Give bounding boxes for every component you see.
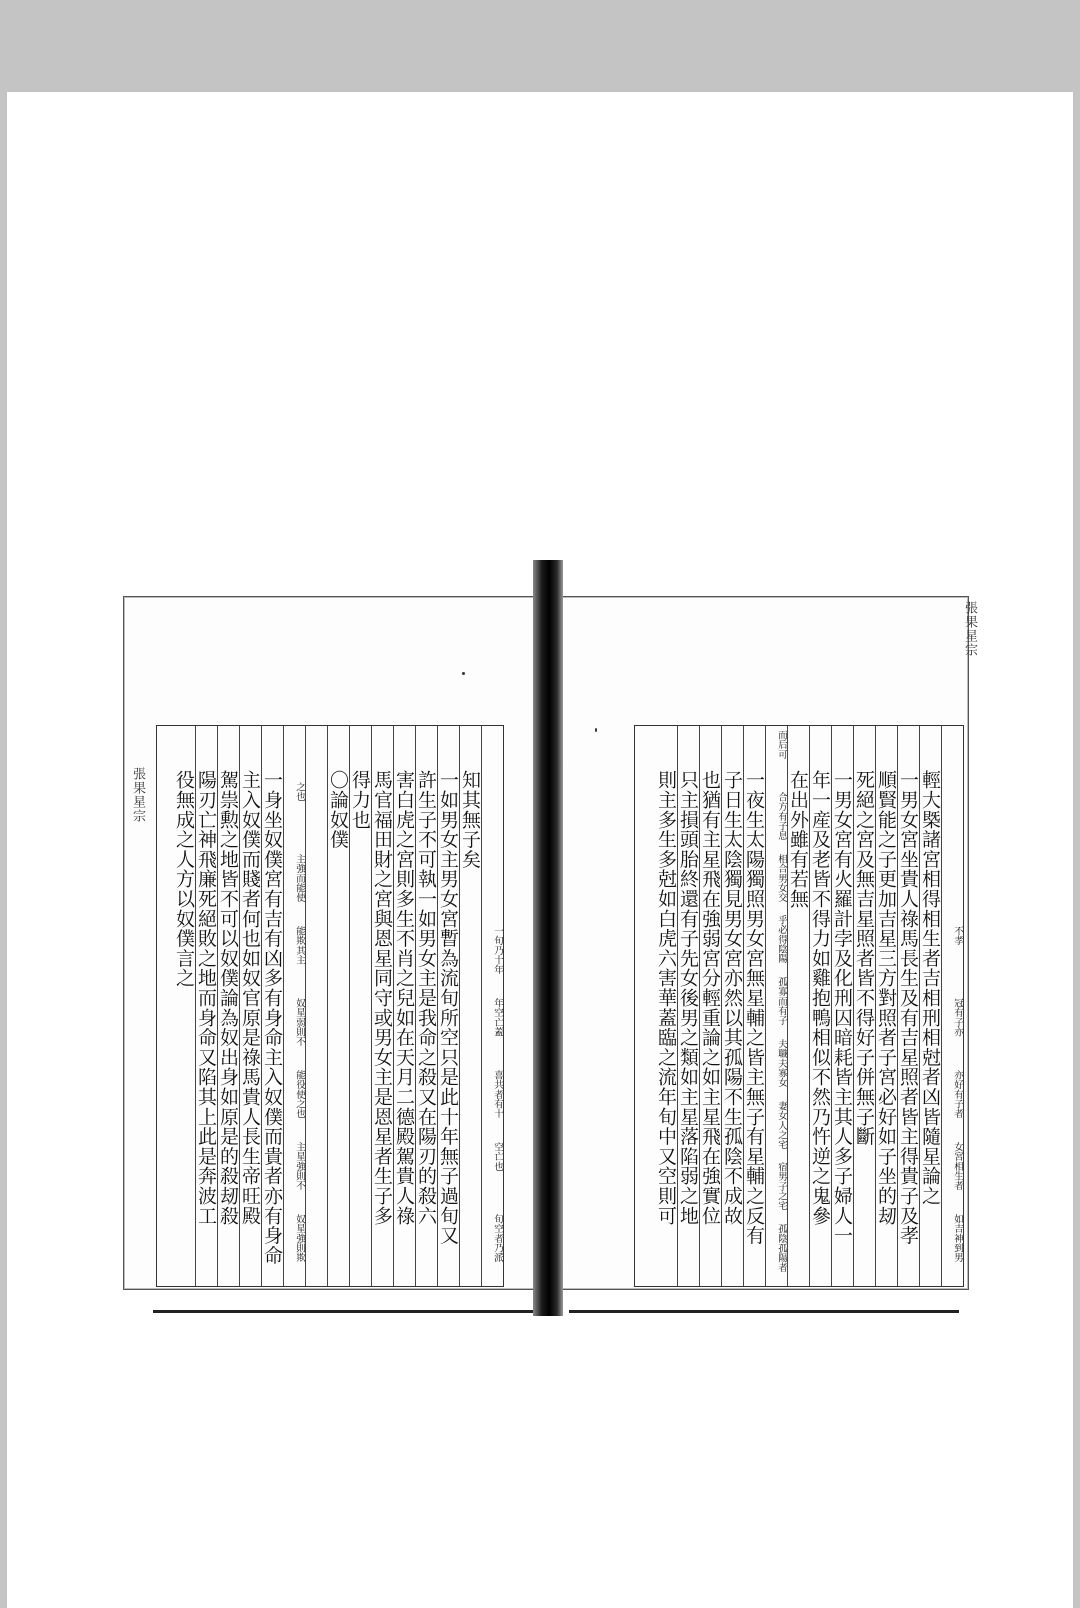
note-line: 相合男女交 bbox=[776, 853, 787, 903]
right-main-column-8: 一夜生太陽獨照男女宮無星輔之皆主無子有星輔之反有 bbox=[743, 726, 765, 1286]
note-line: 孤陰孤陽者 bbox=[776, 1224, 787, 1273]
note-line: 女宮相生者 bbox=[952, 1142, 963, 1191]
page-viewer bbox=[7, 92, 1073, 1608]
note-line: 乎必得陰陽 bbox=[776, 915, 787, 964]
left-note-column-2 bbox=[283, 726, 305, 1286]
right-main-column-7: 在出外雖有若無 bbox=[787, 726, 809, 1286]
left-main-column-11: 陽刃亡神飛廉死絕敗之地而身命又陷其上此是奔波工 bbox=[195, 726, 217, 1286]
left-main-column-5: 馬官福田財之宮與恩星同守或男女主是恩星者生子多 bbox=[371, 726, 393, 1286]
left-blank-column bbox=[305, 726, 327, 1286]
note-line: 主強而能使 bbox=[294, 854, 305, 903]
left-note-column-1 bbox=[481, 726, 503, 1286]
left-main-column-10: 駕祟勲之地皆不可以奴僕論為奴出身如原是的殺刼殺 bbox=[217, 726, 239, 1286]
note-line: 旬空者乃派 bbox=[492, 1214, 503, 1263]
note-line: 而后可 bbox=[776, 729, 787, 760]
right-main-column-4: 死絕之宮及無吉星照者皆不得好子併無子斷 bbox=[853, 726, 875, 1286]
note-line: 合方有子息 bbox=[776, 791, 787, 841]
right-main-column-9: 子日生太陰獨見男女宮亦然以其孤陽不生孤陰不成故 bbox=[721, 726, 743, 1286]
note-line: 如吉神到男 bbox=[952, 1214, 963, 1263]
note-line: 宿男子之宅 bbox=[776, 1162, 787, 1211]
note-line: 之也 bbox=[294, 782, 305, 802]
note-line: 夫職夫寡女 bbox=[776, 1038, 787, 1088]
left-main-column-6: 得力也 bbox=[349, 726, 371, 1286]
note-line: 能欺其主 bbox=[294, 926, 305, 965]
note-line: 一旬乃十年 bbox=[492, 926, 503, 975]
note-line: 喜共者有十 bbox=[492, 1070, 503, 1119]
scan-speck bbox=[462, 672, 465, 675]
note-line: 能役使之也 bbox=[294, 1070, 305, 1119]
right-main-column-12: 則主多生多尅如白虎六害華蓋臨之流年旬中又空則可 bbox=[655, 770, 677, 1226]
note-line: 冠有子亦 bbox=[952, 998, 963, 1037]
note-line: 奴星弱則不 bbox=[294, 998, 305, 1047]
left-main-column-1: 知其無子矣 bbox=[459, 726, 481, 1286]
note-line: 空亡也 bbox=[492, 1142, 503, 1172]
right-main-column-10: 也猶有主星飛在強弱宮分輕重論之如主星飛在強實位 bbox=[699, 726, 721, 1286]
right-main-column-11: 只主損頭胎終還有子先女後男之類如主星落陷弱之地 bbox=[677, 726, 699, 1286]
right-main-column-3: 順賢能之子更加吉星三方對照者子宮必好如子坐的刼 bbox=[875, 726, 897, 1286]
left-page bbox=[123, 596, 545, 1290]
right-note-column-1 bbox=[941, 726, 963, 1286]
note-line: 孤寡而有子 bbox=[776, 977, 787, 1026]
note-line: 亦好有子者 bbox=[952, 1070, 963, 1119]
left-main-column-2: 一如男女主男女宮暫為流旬所空只是此十年無子過旬又 bbox=[437, 726, 459, 1286]
note-line: 不孝 bbox=[952, 926, 963, 946]
book-spine bbox=[533, 560, 563, 1316]
bottom-rule-right bbox=[569, 1310, 959, 1313]
left-text-block bbox=[156, 725, 504, 1287]
right-page bbox=[555, 596, 977, 1290]
left-main-column-3: 許生子不可執一如男女主是我命之殺又在陽刃的殺六 bbox=[415, 726, 437, 1286]
section-heading-servants: 〇論奴僕 bbox=[327, 726, 349, 1286]
right-main-column-2: 一男女宮坐貴人祿馬長生及有吉星照者皆主得貴子及孝 bbox=[897, 726, 919, 1286]
book-spread-scan bbox=[117, 560, 977, 1320]
right-note-column-2 bbox=[765, 726, 787, 1286]
right-main-column-1: 輕大槩諸宮相得相生者吉相刑相尅者凶皆隨星論之 bbox=[919, 726, 941, 1286]
note-line: 奴星強則欺 bbox=[294, 1214, 305, 1263]
scan-speck bbox=[595, 728, 597, 732]
left-margin-title: 張果星宗 bbox=[130, 767, 145, 823]
note-line: 妻女人之宅 bbox=[776, 1100, 787, 1150]
right-margin-title: 張果星宗 bbox=[962, 601, 977, 657]
right-text-block bbox=[634, 725, 964, 1287]
bottom-rule-left bbox=[153, 1310, 533, 1313]
note-line: 年空亡蓋 bbox=[492, 998, 503, 1037]
left-main-column-12: 役無成之人方以奴僕言之 bbox=[173, 770, 195, 988]
left-main-column-4: 害白虎之宮則多生不肖之兒如在天月二德殿駕貴人祿 bbox=[393, 726, 415, 1286]
left-main-column-8: 一身坐奴僕宮有吉有凶多有身命主入奴僕而貴者亦有身命 bbox=[261, 726, 283, 1286]
left-main-column-9: 主入奴僕而賤者何也如奴官原是祿馬貴人長生帝旺殿 bbox=[239, 726, 261, 1286]
note-line: 主星強則不 bbox=[294, 1142, 305, 1191]
right-main-column-5: 一男女宮有火羅計孛及化刑囚暗耗皆主其人多子婦人一 bbox=[831, 726, 853, 1286]
right-main-column-6: 年一産及老皆不得力如雞抱鴨相似不然乃忤逆之鬼參 bbox=[809, 726, 831, 1286]
